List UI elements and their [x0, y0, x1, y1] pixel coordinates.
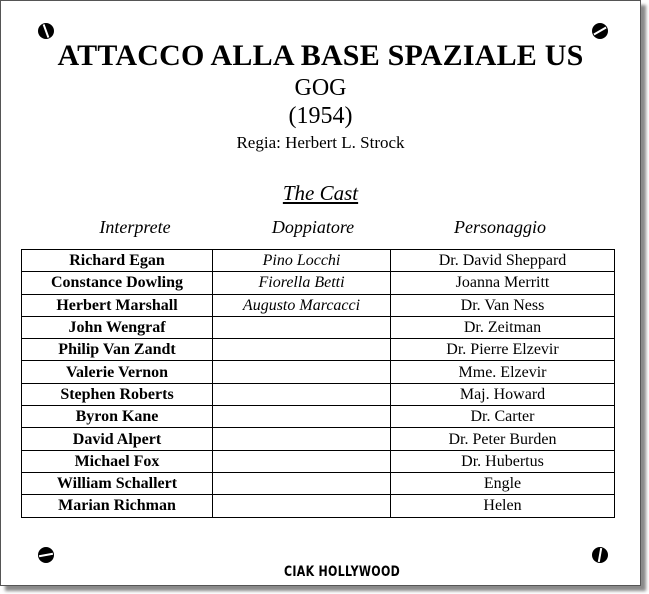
dubber-cell: Augusto Marcacci [213, 294, 391, 316]
dubber-cell [213, 406, 391, 428]
dubber-cell [213, 450, 391, 472]
page-title: ATTACCO ALLA BASE SPAZIALE US [57, 39, 584, 72]
actor-cell: David Alpert [22, 428, 213, 450]
actor-cell: Marian Richman [22, 495, 213, 517]
dubber-cell [213, 428, 391, 450]
table-row [22, 339, 615, 361]
screw-icon [592, 547, 608, 563]
logo: CIAK HOLLYWOOD [284, 563, 401, 580]
table-row [22, 250, 615, 272]
screw-icon [38, 547, 54, 563]
dubber-cell [213, 472, 391, 494]
release-year: (1954) [288, 103, 353, 129]
actor-cell: William Schallert [22, 472, 213, 494]
column-header-dubber: Doppiatore [271, 217, 355, 237]
actor-cell: Constance Dowling [22, 272, 213, 294]
actor-cell: Richard Egan [22, 250, 213, 272]
role-cell: Dr. Van Ness [391, 294, 615, 316]
dubber-cell [213, 361, 391, 383]
table-row [22, 272, 615, 294]
actor-cell: Herbert Marshall [22, 294, 213, 316]
dubber-cell [213, 383, 391, 405]
actor-cell: Stephen Roberts [22, 383, 213, 405]
dubber-cell: Fiorella Betti [213, 272, 391, 294]
dubber-cell [213, 316, 391, 338]
actor-cell: Byron Kane [22, 406, 213, 428]
dubber-cell [213, 339, 391, 361]
role-cell: Dr. Carter [391, 406, 615, 428]
director-credit: Regia: Herbert L. Strock [236, 133, 405, 152]
column-header-role: Personaggio [454, 217, 546, 237]
role-cell: Mme. Elzevir [391, 361, 615, 383]
table-row [22, 495, 615, 517]
role-cell: Helen [391, 495, 615, 517]
table-row [22, 361, 615, 383]
table-row [22, 450, 615, 472]
dubber-cell: Pino Locchi [213, 250, 391, 272]
table-row [22, 428, 615, 450]
actor-cell: Michael Fox [22, 450, 213, 472]
cast-table [21, 249, 615, 518]
role-cell: Dr. Peter Burden [391, 428, 615, 450]
table-row [22, 383, 615, 405]
role-cell: Dr. Pierre Elzevir [391, 339, 615, 361]
screw-icon [38, 23, 54, 39]
role-cell: Dr. David Sheppard [391, 250, 615, 272]
role-cell: Engle [391, 472, 615, 494]
screw-icon [592, 23, 608, 39]
cast-heading: The Cast [282, 181, 359, 205]
table-row [22, 472, 615, 494]
column-header-actor: Interprete [99, 217, 171, 237]
actor-cell: Philip Van Zandt [22, 339, 213, 361]
original-title: GOG [294, 75, 347, 101]
role-cell: Joanna Merritt [391, 272, 615, 294]
role-cell: Dr. Zeitman [391, 316, 615, 338]
table-row [22, 316, 615, 338]
actor-cell: Valerie Vernon [22, 361, 213, 383]
dubber-cell [213, 495, 391, 517]
actor-cell: John Wengraf [22, 316, 213, 338]
table-row [22, 294, 615, 316]
table-row [22, 406, 615, 428]
role-cell: Maj. Howard [391, 383, 615, 405]
role-cell: Dr. Hubertus [391, 450, 615, 472]
